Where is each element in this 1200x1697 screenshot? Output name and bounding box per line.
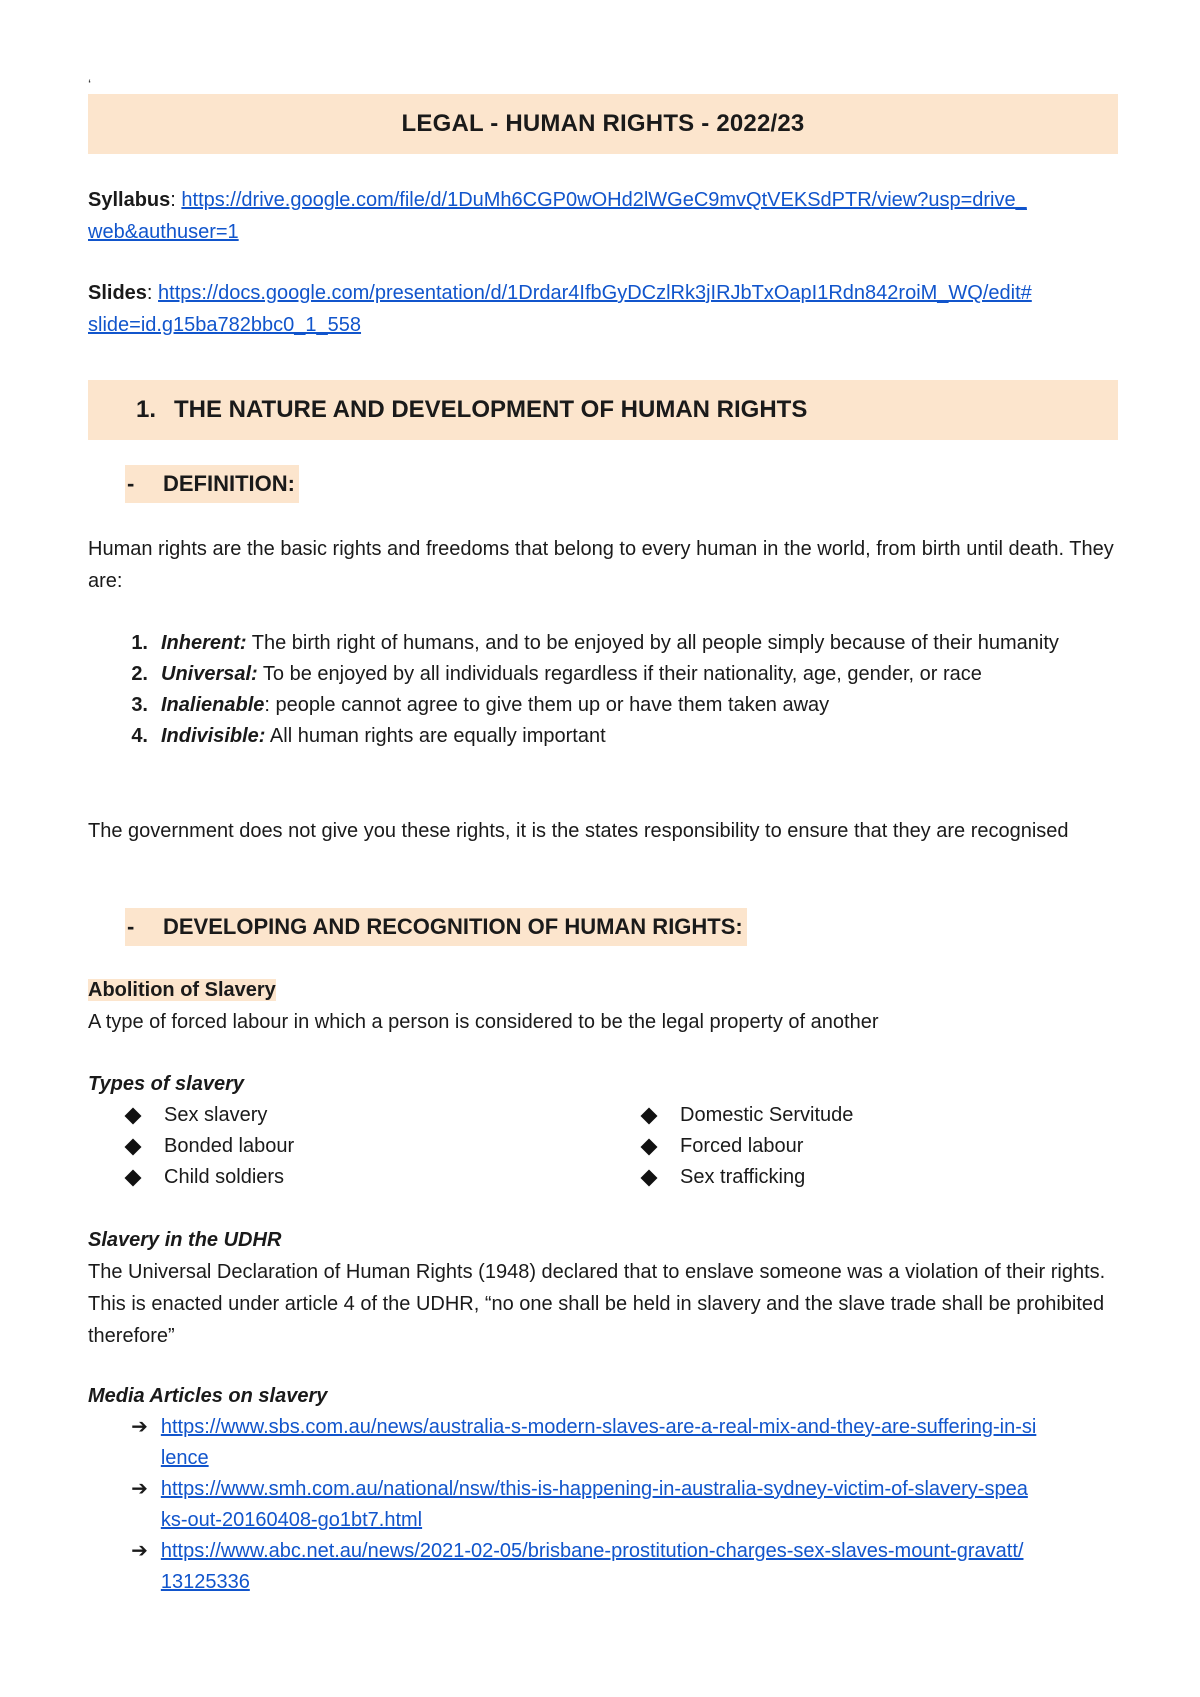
arrow-bullet-icon: ➔ [131, 1416, 148, 1438]
document-title [88, 94, 1118, 154]
slavery-types-list [88, 1100, 1118, 1193]
diamond-bullet-icon [124, 1141, 164, 1153]
list-item: Bonded labour [88, 1131, 640, 1162]
udhr-text: The Universal Declaration of Human Rights (1948) declared that to enslave someone was a violation of their rights. This is enacted under article 4 of the UDHR, “no one shall be held in slavery and the slave trade shall be prohibited therefore” [88, 1261, 1106, 1347]
arrow-bullet-icon: ➔ [131, 1478, 148, 1500]
diamond-bullet-icon [124, 1110, 164, 1122]
abolition-heading: Abolition of Slavery [88, 979, 276, 1001]
heading-dash: - [127, 914, 135, 939]
diamond-bullet-icon [124, 1172, 164, 1184]
developing-heading [125, 908, 747, 946]
list-item: 1. Inherent: The birth right of humans, and to be enjoyed by all people simply because of their humanity [131, 632, 1059, 654]
document-title-text: LEGAL - HUMAN RIGHTS - 2022/23 [401, 110, 805, 137]
definition-heading-text: DEFINITION: [163, 471, 295, 496]
arrow-bullet-icon: ➔ [131, 1540, 148, 1562]
media-heading: Media Articles on slavery [88, 1385, 328, 1407]
list-item [88, 1412, 1118, 1474]
slides-reference: Slides: https://docs.google.com/presentation/d/1Drdar4IfbGyDCzlRk3jIRJbTxOapI1Rdn842roiM_WQ/edit# slide=id.g15ba782bbc0_1_558 [88, 282, 1032, 336]
types-heading: Types of slavery [88, 1073, 245, 1095]
udhr-block [88, 1224, 1118, 1352]
definition-intro: Human rights are the basic rights and freedoms that belong to every human in the world, from birth until death. They are: [88, 538, 1114, 592]
heading-dash: - [127, 471, 135, 496]
media-link[interactable]: https://www.abc.net.au/news/2021-02-05/brisbane-prostitution-charges-sex-slaves-mount-gravatt/ 13125336 [160, 1540, 1024, 1593]
list-item: Sex trafficking [640, 1162, 1118, 1193]
types-column-right [640, 1100, 1118, 1193]
list-item: Sex slavery [88, 1100, 640, 1131]
developing-heading-text: DEVELOPING AND RECOGNITION OF HUMAN RIGHTS: [163, 914, 743, 939]
list-item [88, 1474, 1118, 1536]
udhr-heading: Slavery in the UDHR [88, 1229, 282, 1251]
syllabus-reference: Syllabus: https://drive.google.com/file/d/1DuMh6CGP0wOHd2lWGeC9mvQtVEKSdPTR/view?usp=drive_ web&authuser=1 [88, 189, 1027, 243]
list-item: 4. Indivisible: All human rights are equally important [131, 725, 606, 747]
diamond-bullet-icon [640, 1172, 680, 1184]
abolition-text: A type of forced labour in which a person is considered to be the legal property of another [88, 1011, 879, 1033]
syllabus-label: Syllabus [88, 189, 171, 211]
types-column-left [88, 1100, 640, 1193]
list-item: Forced labour [640, 1131, 1118, 1162]
section-title: THE NATURE AND DEVELOPMENT OF HUMAN RIGHTS [174, 396, 808, 423]
slides-link[interactable]: https://docs.google.com/presentation/d/1Drdar4IfbGyDCzlRk3jIRJbTxOapI1Rdn842roiM_WQ/edit# slide=id.g15ba782bbc0_1_558 [88, 282, 1032, 336]
definition-closing: The government does not give you these rights, it is the states responsibility to ensure that they are recognised [88, 820, 1069, 842]
section-number: 1. [136, 396, 157, 423]
stray-mark: ‘ [88, 76, 92, 92]
diamond-bullet-icon [640, 1141, 680, 1153]
abolition-block [88, 974, 1118, 1038]
media-link[interactable]: https://www.smh.com.au/national/nsw/this-is-happening-in-australia-sydney-victim-of-slavery-spea ks-out-20160408-go1bt7.html [160, 1478, 1028, 1531]
list-item [88, 1536, 1118, 1598]
characteristics-list [88, 628, 1118, 752]
syllabus-link[interactable]: https://drive.google.com/file/d/1DuMh6CGP0wOHd2lWGeC9mvQtVEKSdPTR/view?usp=drive_ web&authuser=1 [88, 189, 1027, 243]
diamond-bullet-icon [640, 1110, 680, 1122]
definition-heading [125, 465, 299, 503]
media-link[interactable]: https://www.sbs.com.au/news/australia-s-modern-slaves-are-a-real-mix-and-they-are-suffering-in-si lence [160, 1416, 1037, 1469]
section-heading-1 [88, 380, 1118, 440]
slides-label: Slides [88, 282, 147, 304]
list-item: 3. Inalienable: people cannot agree to give them up or have them taken away [131, 694, 830, 716]
media-links-list [88, 1412, 1118, 1598]
list-item: Child soldiers [88, 1162, 640, 1193]
list-item: Domestic Servitude [640, 1100, 1118, 1131]
list-item: 2. Universal: To be enjoyed by all individuals regardless if their nationality, age, gender, or race [131, 663, 982, 685]
